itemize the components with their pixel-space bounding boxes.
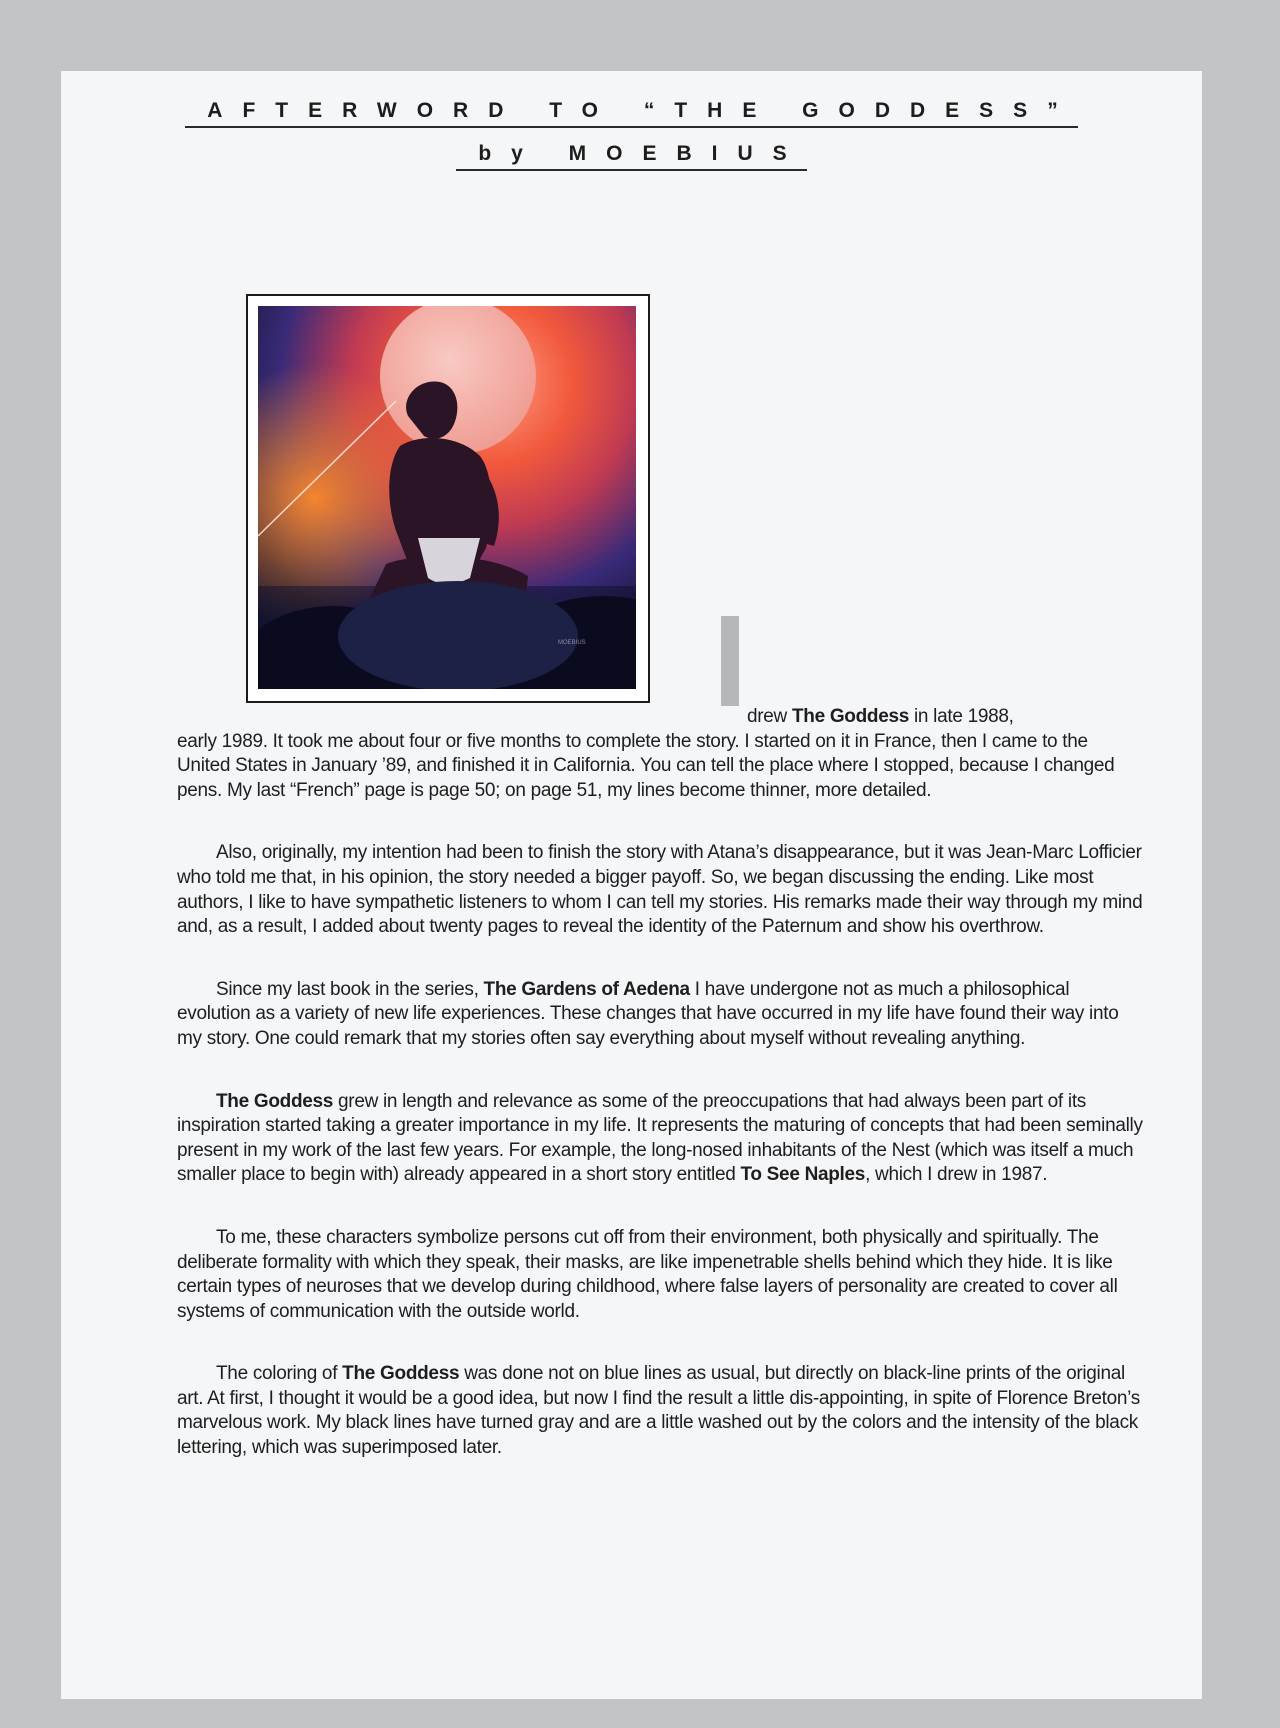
page [61, 71, 1202, 1699]
article-title: AFTERWORD TO “THE GODDESS” [185, 99, 1077, 128]
book-title: To See Naples [740, 1164, 866, 1186]
paragraph-5: To me, these characters symbolize persons cut off from their environment, both physically and spiritually. The deliberate formality with which they speak, their masks, are like impenetrable shells behind which they hide. It is like certain types of neuroses that we develop during childhood, where false layers of personality are created to cover all systems of communication with the outside world. [177, 1226, 1118, 1322]
goddess-painting [258, 306, 636, 689]
paragraph-6: The coloring of The Goddess was done not on blue lines as usual, but directly on black-line prints of the original art. At first, I thought it would be a good idea, but now I find the result a little dis-appointing, in spite of Florence Breton’s marvelous work. My black lines have turned gray and are a little washed out by the colors and the intensity of the black lettering, which was superimposed later. [177, 1363, 1140, 1459]
article-body [177, 705, 1143, 1499]
paragraph-1: drew The Goddess in late 1988, early 1989. It took me about four or five months to complete the story. I started on it in France, then I came to the United States in January ’89, and finished it in California. You can tell the place where I stopped, because I changed pens. My last “French” page is page 50; on page 51, my lines become thinner, more detailed. [177, 706, 1115, 801]
header [61, 99, 1202, 171]
paragraph-4: The Goddess grew in length and relevance as some of the preoccupations that had always been part of its inspiration started taking a greater importance in my life. It represents the maturing of concepts that had been seminally present in my work of the last few years. For example, the long-nosed inhabitants of the Nest (which was itself a much smaller place to begin with) already appeared in a short story entitled To See Naples, which I drew in 1987. [177, 1090, 1143, 1186]
book-title: The Goddess [791, 706, 910, 727]
book-title: The Goddess [216, 1090, 334, 1112]
drop-cap-i [721, 616, 739, 706]
book-title: The Gardens of Aedena [483, 978, 690, 1000]
paragraph-2: Also, originally, my intention had been to finish the story with Atana’s disappearance, but it was Jean-Marc Lofficier who told me that, in his opinion, the story needed a bigger payoff. So, we began discussing the ending. Like most authors, I like to have sympathetic listeners to whom I can tell my stories. His remarks made their way through my mind and, as a result, I added about twenty pages to reveal the identity of the Paternum and show his overthrow. [177, 842, 1143, 938]
book-title: The Goddess [342, 1363, 460, 1385]
artist-signature: MOEBIUS [558, 640, 586, 646]
cover-illustration [246, 294, 650, 703]
article-byline: by MOEBIUS [456, 142, 806, 171]
paragraph-3: Since my last book in the series, The Gardens of Aedena I have undergone not as much a philosophical evolution as a variety of new life experiences. These changes that have occurred in my life have found their way into my story. One could remark that my stories often say everything about myself without revealing anything. [177, 978, 1119, 1049]
rock-center [338, 581, 578, 689]
